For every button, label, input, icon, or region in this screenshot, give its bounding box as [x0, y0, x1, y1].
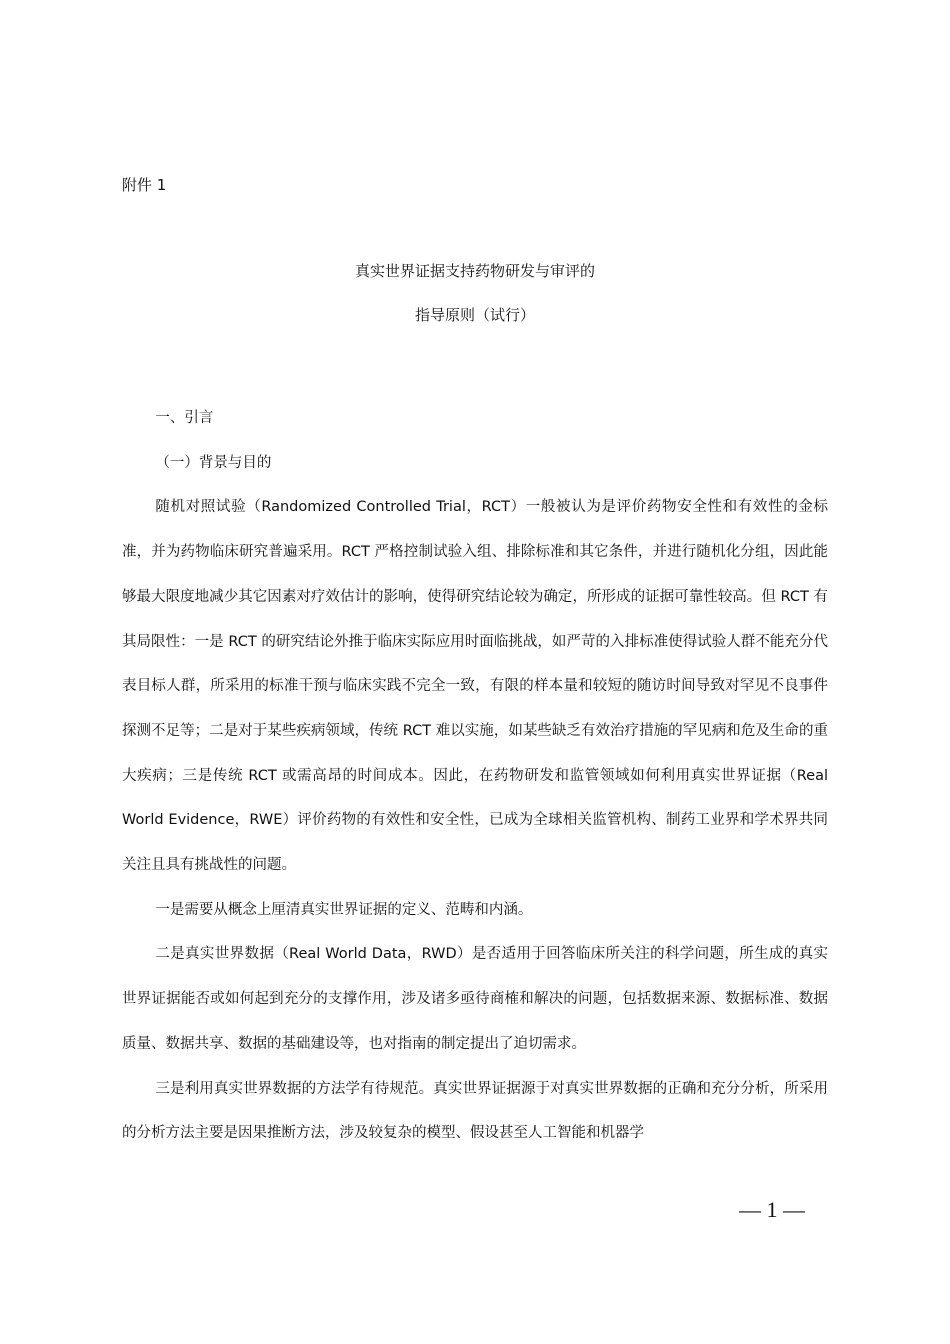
body-paragraph: 一是需要从概念上厘清真实世界证据的定义、范畴和内涵。 [155, 901, 533, 918]
body-paragraph: 三是利用真实世界数据的方法学有待规范。真实世界证据源于对真实世界数据的正确和充分分析，所采用的分析方法主要是因果推断方法，涉及较复杂的模型、假设甚至人工智能和机器学 [122, 1080, 828, 1142]
document-title-line-2: 指导原则（试行） [414, 306, 535, 324]
subsection-heading: （一）背景与目的 [155, 454, 272, 471]
attachment-label: 附件 1 [122, 176, 167, 194]
document-title-line-1: 真实世界证据支持药物研发与审评的 [354, 262, 595, 280]
document-body [122, 396, 828, 1156]
page-number: — 1 — [739, 1197, 805, 1222]
section-heading: 一、引言 [155, 410, 214, 426]
body-paragraph: 随机对照试验（Randomized Controlled Trial，RCT）一般被认为是评价药物安全性和有效性的金标准，并为药物临床研究普遍采用。RCT 严格控制试验入组、排除标准和其它条件，并进行随机化分组，因此能够最大限度地减少其它因素对疗效估计的影响，使得研究结论较为确定，所形成的证据可靠性较高。但 RCT 有其局限性：一是 RCT 的研究结论外推于临床实际应用时面临挑战，如严苛的入排标准使得试验人群不能充分代表目标人群，所采用的标准干预与临床实践不完全一致，有限的样本量和较短的随访时间导致对罕见不良事件探测不足等；二是对于某些疾病领域，传统 RCT 难以实施，如某些缺乏有效治疗措施的罕见病和危及生命的重大疾病；三是传统 RCT 或需高昂的时间成本。因此，在药物研发和监管领域如何利用真实世界证据（Real World Evidence，RWE）评价药物的有效性和安全性，已成为全球相关监管机构、制药工业界和学术界共同关注且具有挑战性的问题。 [122, 499, 828, 874]
body-paragraph: 二是真实世界数据（Real World Data，RWD）是否适用于回答临床所关注的科学问题，所生成的真实世界证据能否或如何起到充分的支撑作用，涉及诸多亟待商榷和解决的问题，包括数据来源、数据标准、数据质量、数据共享、数据的基础建设等，也对指南的制定提出了迫切需求。 [122, 946, 828, 1052]
